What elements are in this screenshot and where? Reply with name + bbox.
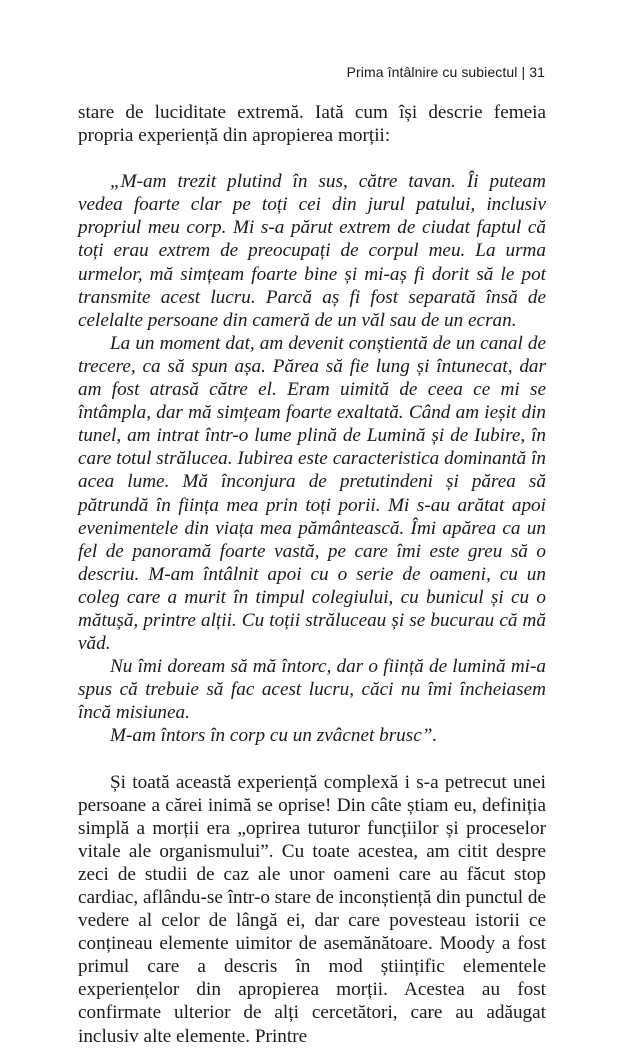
page-number: 31 — [529, 64, 545, 80]
running-header — [347, 64, 545, 80]
main-paragraph: Și toată această experiență complexă i s-a petrecut unei persoane a cărei inimă se oprise! Din câte știam eu, definiția simplă a morții era „oprirea tuturor funcțiilor și proceselor vitale ale organismului”. Cu toate acestea, am citit despre zeci de studii de caz ale unor oameni care au făcut stop cardiac, aflându-se într-o stare de inconștiență din punctul de vedere al celor de lângă ei, dar care povesteau istorii ce conțineau elemente uimitor de asemănătoare. Moody a fost primul care a descris în mod științific elementele experiențelor din apropierea morții. Acestea au fost confirmate ulterior de alți cercetători, care au adăugat inclusiv alte elemente. Printre — [78, 771, 546, 1047]
header-separator: | — [521, 64, 526, 80]
quote-paragraph-2: La un moment dat, am devenit conștientă de un canal de trecere, ca să spun așa. Părea să fie lung și întunecat, dar am fost atrasă către el. Eram uimită de ceea ce mi se întâmpla, dar mă simțeam foarte exaltată. Când am ieșit din tunel, am intrat într-o lume plină de Lumină și de Iubire, în care totul strălucea. Iubirea este caracteristica dominantă în acea lume. Mă înconjura de pretutindeni și părea să pătrundă în ființa mea prin toți porii. Mi s-au arătat apoi evenimentele din viața mea pământească. Îmi apărea ca un fel de panoramă foarte vastă, pe care îmi este greu să o descriu. M-am întâlnit apoi cu o serie de oameni, cu un coleg care a murit în timpul colegiului, cu bunicul și cu o mătușă, printre alții. Cu toții străluceau și se bucurau că mă văd. — [78, 332, 546, 655]
intro-paragraph: stare de luciditate extremă. Iată cum își descrie femeia propria experiență din apropierea morții: — [78, 102, 546, 147]
chapter-title: Prima întâlnire cu subiectul — [346, 64, 518, 80]
body-text — [78, 101, 546, 1048]
quote-paragraph-1: „M-am trezit plutind în sus, către tavan. Îi puteam vedea foarte clar pe toți cei din jurul patului, inclusiv propriul meu corp. Mi s-a părut extrem de ciudat faptul că toți erau extrem de preocupați de corpul meu. La urma urmelor, mă simțeam foarte bine și mi-aș fi dorit să le pot transmite acest lucru. Parcă aș fi fost separată însă de celelalte persoane din cameră de un văl sau de un ecran. — [78, 171, 546, 331]
quote-paragraph-4: M-am întors în corp cu un zvâcnet brusc”. — [110, 725, 438, 747]
quote-paragraph-3: Nu îmi doream să mă întorc, dar o ființă de lumină mi-a spus că trebuie să fac acest lucru, căci nu îmi încheiasem încă misiunea. — [78, 656, 546, 724]
